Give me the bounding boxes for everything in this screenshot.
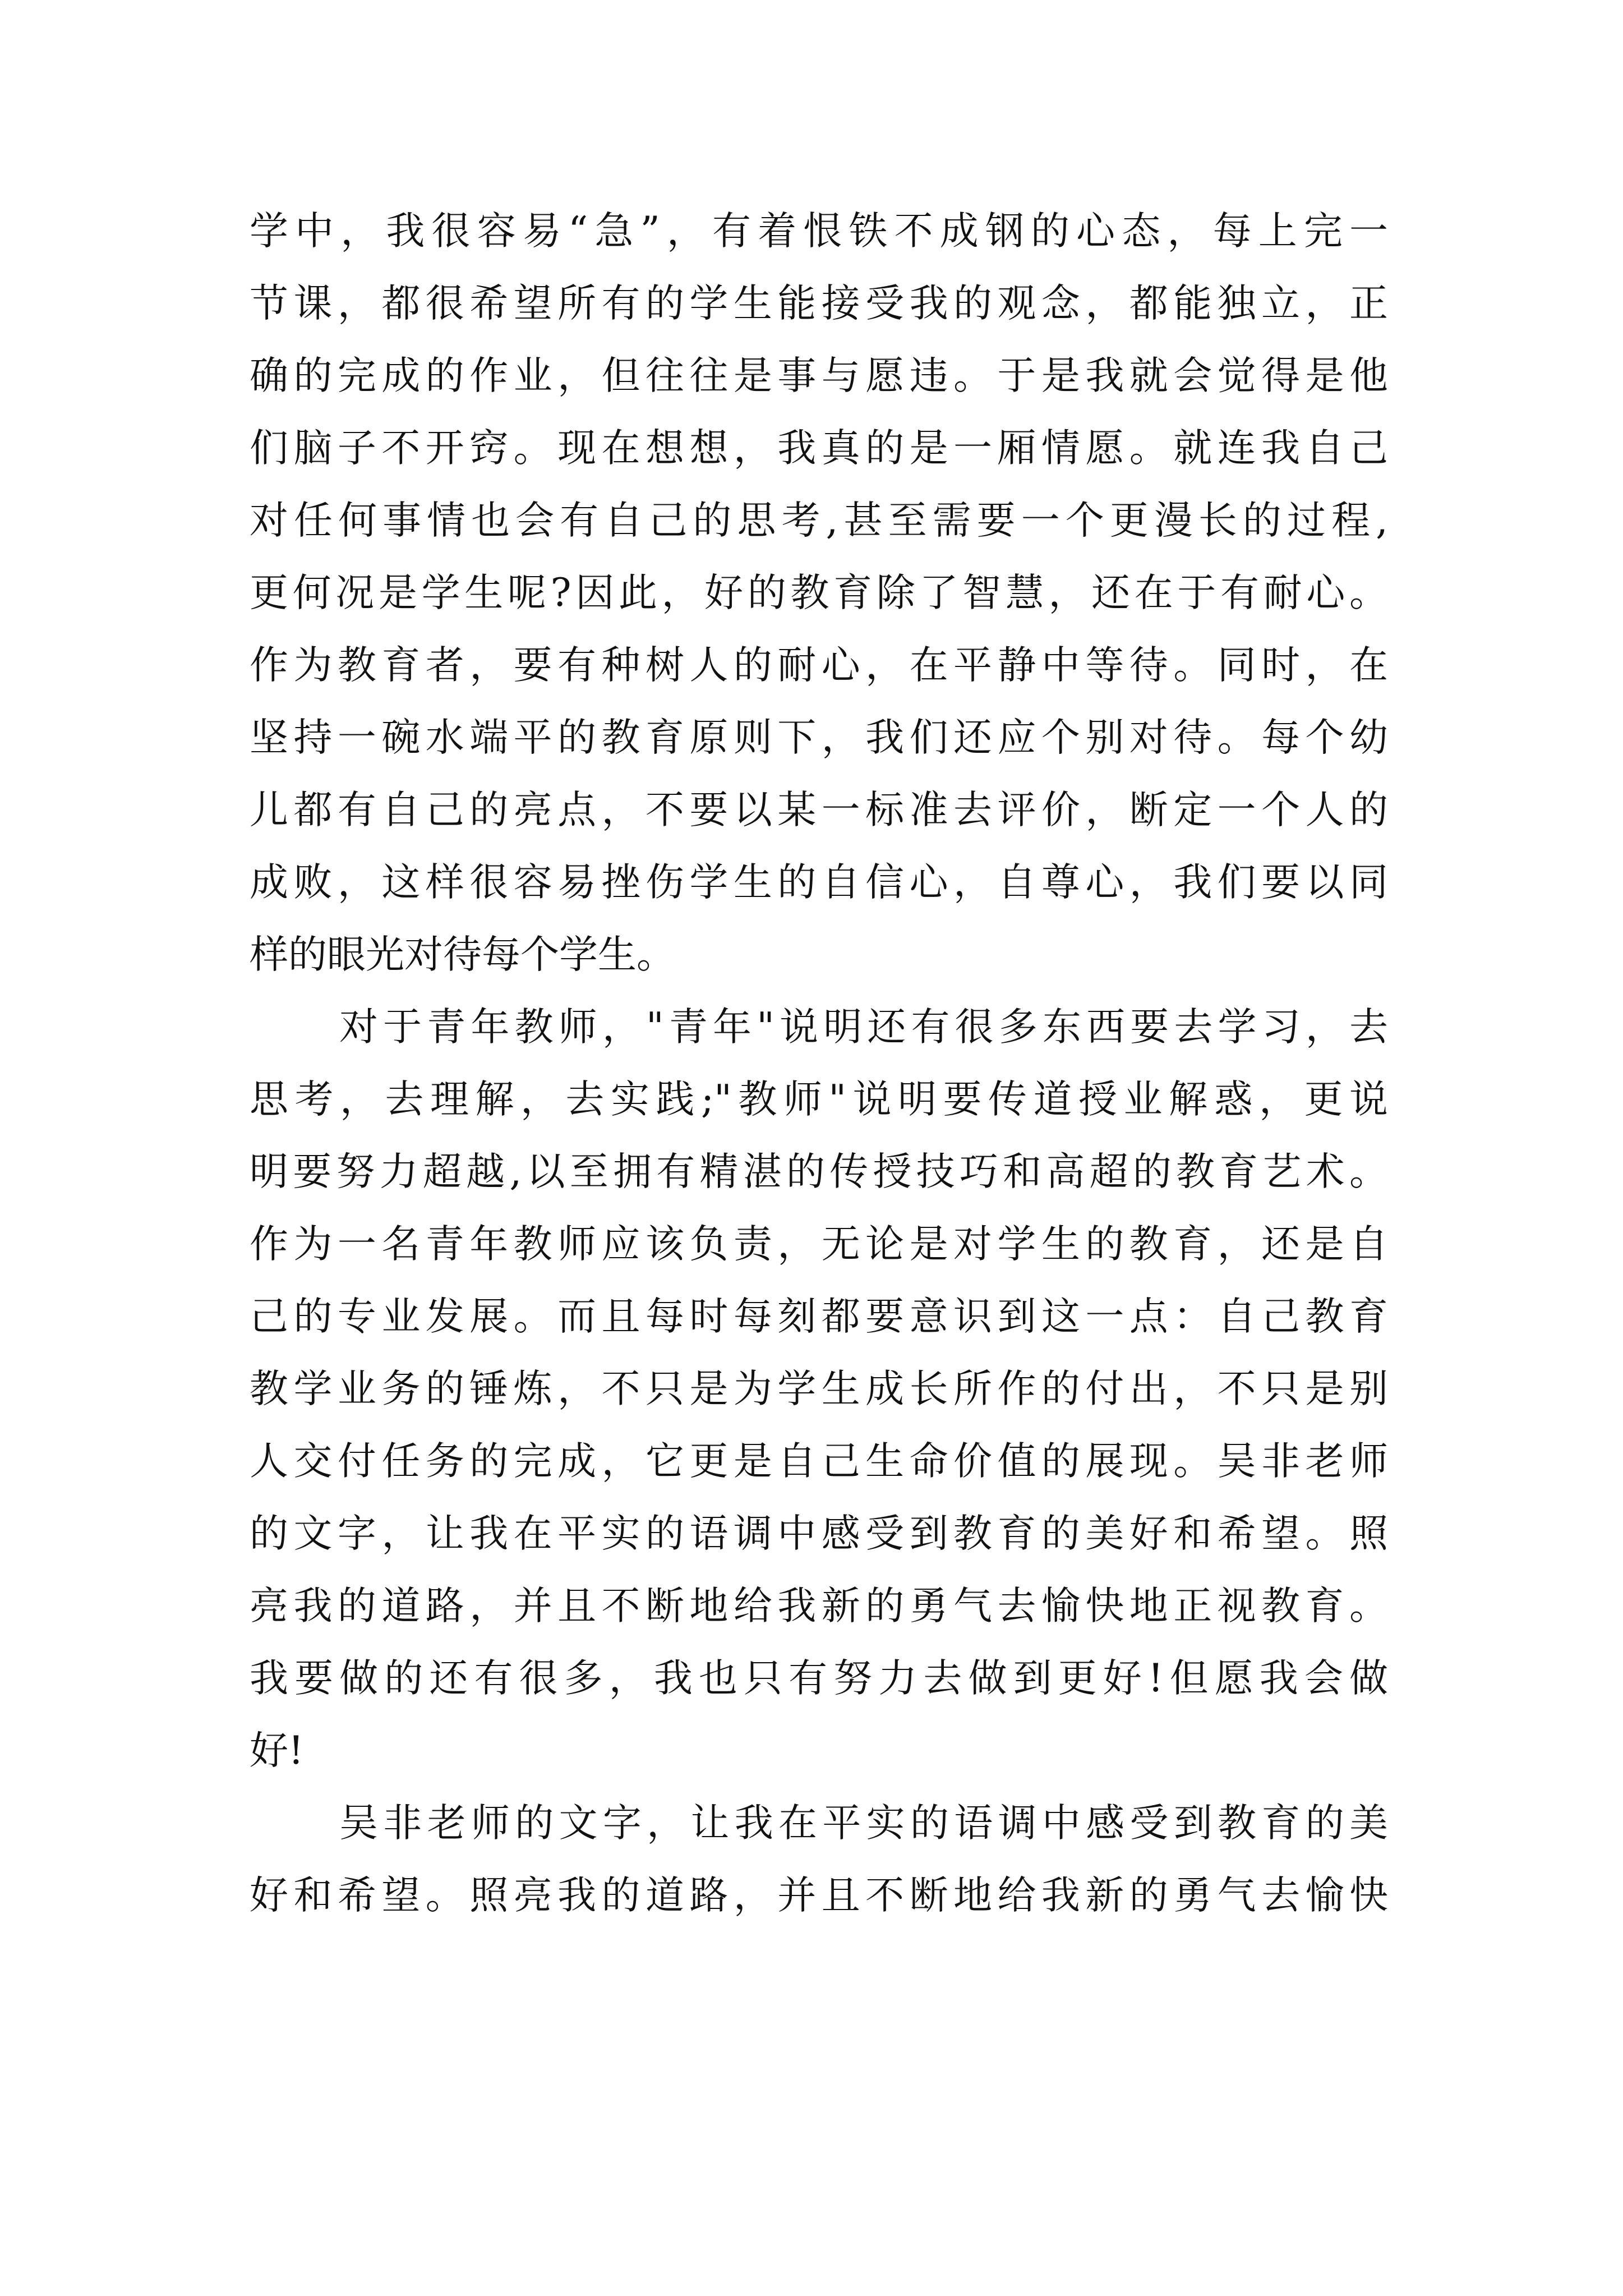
- text-line: 确的完成的作业，但往往是事与愿违。于是我就会觉得是他: [250, 353, 1388, 398]
- text-line: 们脑子不开窍。现在想想，我真的是一厢情愿。就连我自己: [250, 426, 1388, 471]
- text-line: 好和希望。照亮我的道路，并且不断地给我新的勇气去愉快: [250, 1873, 1388, 1918]
- text-line: 明要努力超越,以至拥有精湛的传授技巧和高超的教育艺术。: [250, 1149, 1388, 1194]
- text-line: 教学业务的锤炼，不只是为学生成长所作的付出，不只是别: [250, 1366, 1388, 1411]
- text-line: 样的眼光对待每个学生。: [250, 932, 675, 977]
- text-line: 节课，都很希望所有的学生能接受我的观念，都能独立，正: [250, 281, 1388, 326]
- text-line: 亮我的道路，并且不断地给我新的勇气去愉快地正视教育。: [250, 1584, 1388, 1628]
- text-line: 儿都有自己的亮点，不要以某一标准去评价，断定一个人的: [250, 788, 1388, 832]
- text-line: 己的专业发展。而且每时每刻都要意识到这一点：自己教育: [250, 1294, 1388, 1339]
- text-line: 吴非老师的文字，让我在平实的语调中感受到教育的美: [339, 1801, 1388, 1846]
- text-line: 学中，我很容易“急”，有着恨铁不成钢的心态，每上完一: [250, 209, 1388, 254]
- text-line: 对任何事情也会有自己的思考,甚至需要一个更漫长的过程,: [250, 498, 1388, 543]
- text-line: 作为一名青年教师应该负责，无论是对学生的教育，还是自: [250, 1222, 1388, 1267]
- text-line: 的文字，让我在平实的语调中感受到教育的美好和希望。照: [250, 1511, 1388, 1556]
- text-line: 思考，去理解，去实践;"教师"说明要传道授业解惑，更说: [250, 1077, 1388, 1122]
- text-line: 作为教育者，要有种树人的耐心，在平静中等待。同时，在: [250, 643, 1388, 688]
- text-line: 坚持一碗水端平的教育原则下，我们还应个别对待。每个幼: [250, 715, 1388, 760]
- body-text: [250, 195, 1388, 1932]
- text-line: 我要做的还有很多，我也只有努力去做到更好!但愿我会做: [250, 1656, 1388, 1701]
- text-line: 对于青年教师，"青年"说明还有很多东西要去学习，去: [339, 1005, 1388, 1050]
- text-line: 好!: [250, 1728, 304, 1773]
- text-line: 人交付任务的完成，它更是自己生命价值的展现。吴非老师: [250, 1439, 1388, 1484]
- text-line: 成败，这样很容易挫伤学生的自信心，自尊心，我们要以同: [250, 860, 1388, 905]
- text-line: 更何况是学生呢?因此，好的教育除了智慧，还在于有耐心。: [250, 570, 1388, 615]
